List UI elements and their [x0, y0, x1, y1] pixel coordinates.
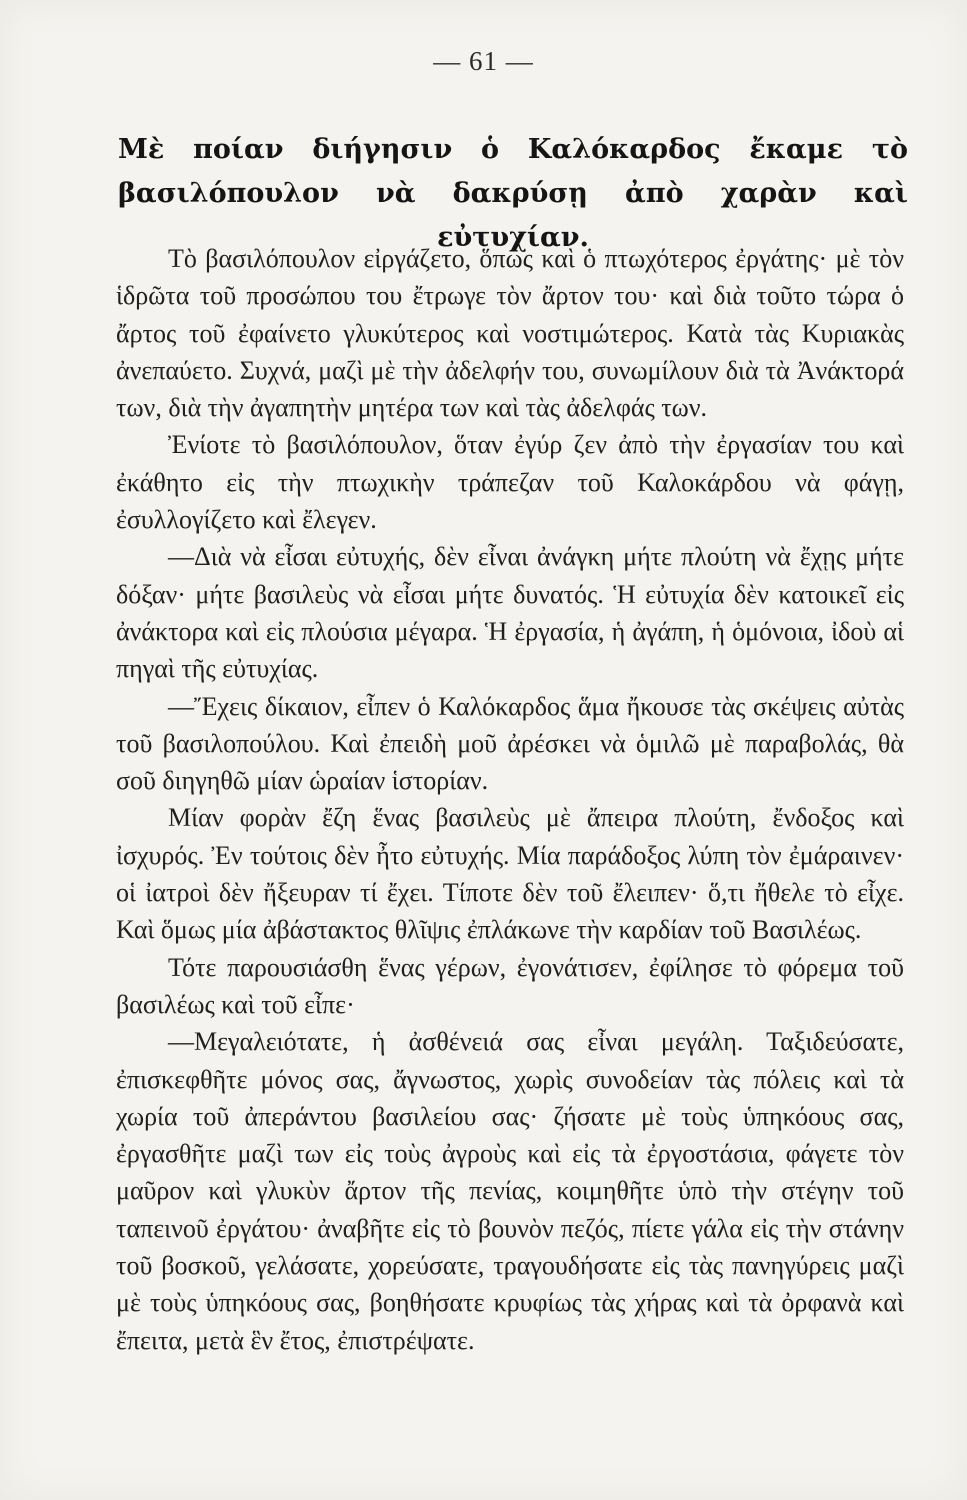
- paragraph: —Ἔχεις δίκαιον, εἶπεν ὁ Καλόκαρδος ἅμα ἤκουσε τὰς σκέψεις αὐτὰς τοῦ βασιλοπούλου. Καὶ ἐπειδὴ μοῦ ἀρέσκει νὰ ὁμιλῶ μὲ παραβολάς, θὰ σοῦ διηγηθῶ μίαν ὡραίαν ἱστορίαν.: [116, 691, 904, 796]
- paragraph: —Μεγαλειότατε, ἡ ἀσθένειά σας εἶναι μεγάλη. Ταξιδεύσατε, ἐπισκεφθῆτε μόνος σας, ἄγνωστος, χωρὶς συνοδείαν τὰς πόλεις καὶ τὰ χωρία τοῦ ἀπεράντου βασιλείου σας· ζήσατε μὲ τοὺς ὑπηκόους σας, ἐργασθῆτε μαζὶ των εἰς τοὺς ἀγροὺς καὶ εἰς τὰ ἐργοστάσια, φάγετε τὸν μαῦρον καὶ γλυκὺν ἄρτον τῆς πενίας, κοιμηθῆτε ὑπὸ τὴν στέγην τοῦ ταπεινοῦ ἐργάτου· ἀναβῆτε εἰς τὸ βουνὸν πεζός, πίετε γάλα εἰς τὴν στάνην τοῦ βοσκοῦ, γελάσατε, χορεύσατε, τραγουδήσατε εἰς τὰς πανηγύρεις μαζὶ μὲ τοὺς ὑπηκόους σας, βοηθήσατε κρυφίως τὰς χήρας καὶ τὰ ὀρφανὰ καὶ ἔπειτα, μετὰ ἓν ἔτος, ἐπιστρέψατε.: [116, 1027, 904, 1355]
- body-text: [116, 240, 904, 1359]
- paragraph: Μίαν φορὰν ἔζη ἕνας βασιλεὺς μὲ ἄπειρα πλούτη, ἔνδοξος καὶ ἰσχυρός. Ἐν τούτοις δὲν ἦτο εὐτυχής. Μία παράδοξος λύπη τὸν ἐμάραινεν· οἱ ἰατροὶ δὲν ἤξευραν τί ἔχει. Τίποτε δὲν τοῦ ἔλειπεν· ὅ,τι ἤθελε τὸ εἶχε. Καὶ ὅμως μία ἀβάστακτος θλῖψις ἐπλάκωνε τὴν καρδίαν τοῦ Βασιλέως.: [116, 803, 904, 945]
- paragraph: Ἐνίοτε τὸ βασιλόπουλον, ὅταν ἐγύρ ζεν ἀπὸ τὴν ἐργασίαν του καὶ ἐκάθητο εἰς τὴν πτωχικὴν τράπεζαν τοῦ Καλοκάρδου νὰ φάγῃ, ἐσυλλογίζετο καὶ ἔλεγεν.: [116, 430, 904, 535]
- paragraph: Τότε παρουσιάσθη ἕνας γέρων, ἐγονάτισεν, ἐφίλησε τὸ φόρεμα τοῦ βασιλέως καὶ τοῦ εἶπε·: [116, 952, 904, 1019]
- page-number: — 61 —: [433, 46, 534, 76]
- paragraph: —Διὰ νὰ εἶσαι εὐτυχής, δὲν εἶναι ἀνάγκη μήτε πλούτη νὰ ἔχῃς μήτε δόξαν· μήτε βασιλεὺς νὰ εἶσαι μήτε δυνατός. Ἡ εὐτυχία δὲν κατοικεῖ εἰς ἀνάκτορα καὶ εἰς πλούσια μέγαρα. Ἡ ἐργασία, ἡ ἀγάπη, ἡ ὁμόνοια, ἰδοὺ αἱ πηγαὶ τῆς εὐτυχίας.: [116, 542, 904, 684]
- chapter-title: Μὲ ποίαν διήγησιν ὁ Καλόκαρδος ἔκαμε τὸ βασιλόπουλον νὰ δακρύσῃ ἀπὸ χαρὰν καὶ εὐτυχίαν.: [118, 134, 908, 253]
- paragraph: Τὸ βασιλόπουλον εἰργάζετο, ὅπως καὶ ὁ πτωχότερος ἐργάτης· μὲ τὸν ἱδρῶτα τοῦ προσώπου του ἔτρωγε τὸν ἄρτον του· καὶ διὰ τοῦτο τώρα ὁ ἄρτος τοῦ ἐφαίνετο γλυκύτερος καὶ νοστιμώτερος. Κατὰ τὰς Κυριακὰς ἀνεπαύετο. Συχνά, μαζὶ μὲ τὴν ἀδελφήν του, συνωμίλουν διὰ τὰ Ἀνάκτορά των, διὰ τὴν ἀγαπητὴν μητέρα των καὶ τὰς ἀδελφάς των.: [116, 244, 904, 423]
